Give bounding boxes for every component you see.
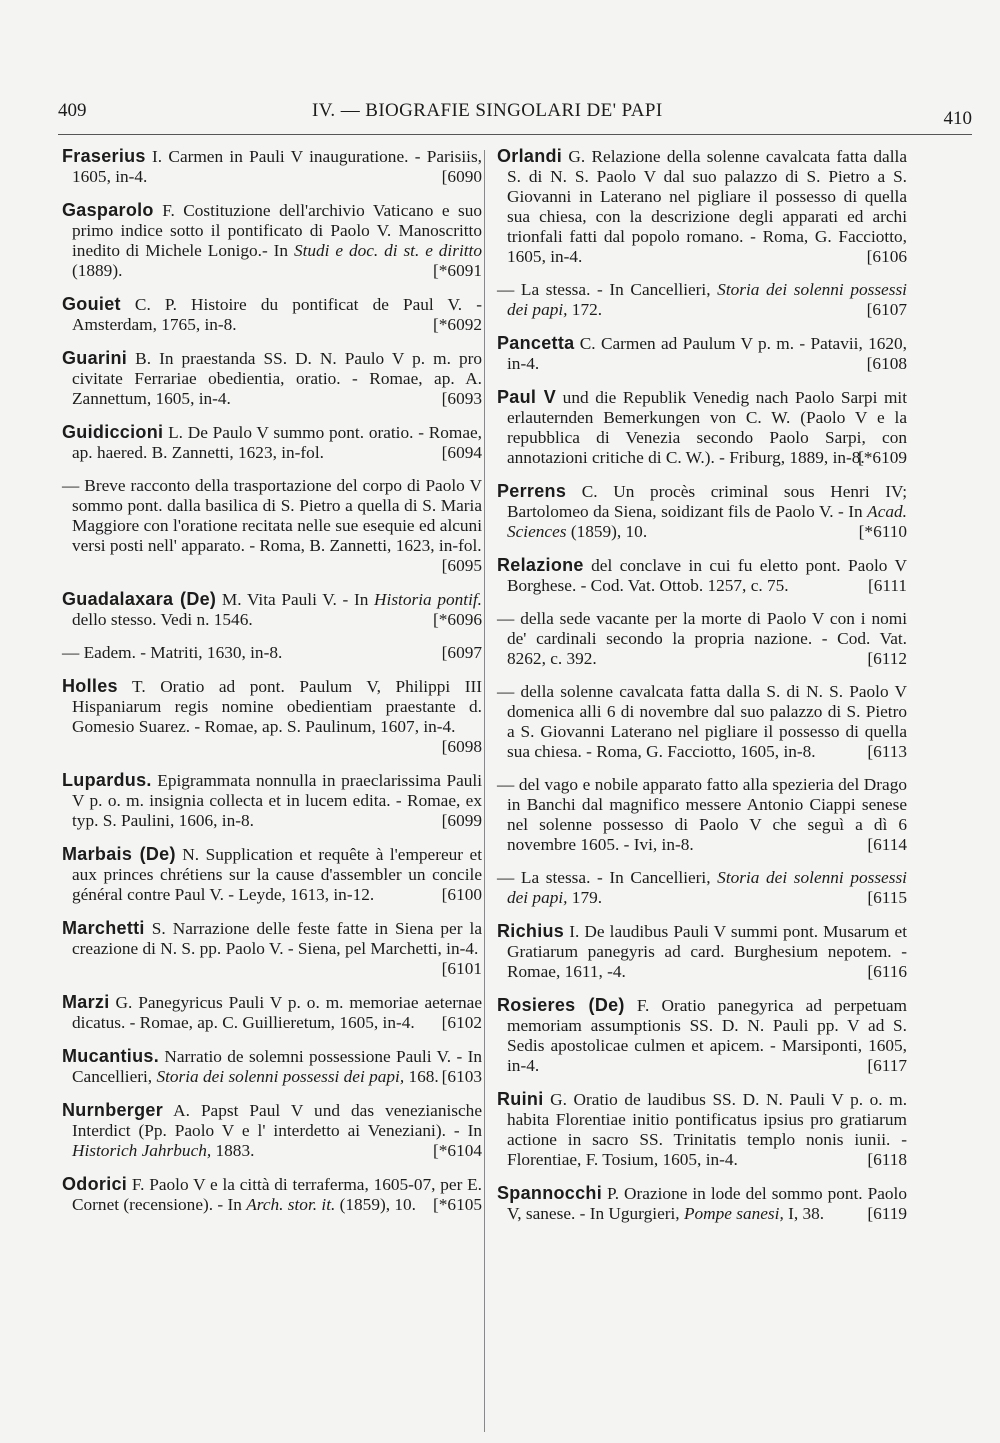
bibliography-entry — [497, 775, 907, 855]
bibliography-entry — [497, 921, 907, 982]
entry-text-tail: 168. — [404, 1067, 439, 1086]
left-column — [62, 146, 482, 1228]
entry-initials: A. — [163, 1101, 190, 1120]
entry-number: [6106 — [866, 247, 907, 266]
entry-author: Guadalaxara (De) — [62, 589, 217, 609]
entry-initials: S. — [144, 919, 166, 938]
entry-author: Marchetti — [62, 918, 145, 938]
entry-text-tail: (1859), 10. — [566, 522, 648, 541]
entry-number: [6116 — [867, 962, 907, 981]
entry-text-tail: 1883. — [211, 1141, 255, 1160]
entry-author: Relazione — [497, 555, 584, 575]
entry-number: [6095 — [441, 556, 482, 575]
entry-publication: Historia pontif. — [374, 590, 482, 609]
bibliography-entry — [62, 1174, 482, 1215]
entry-publication: Arch. stor. it. — [246, 1195, 336, 1214]
entry-text-tail: (1889). — [72, 261, 123, 280]
entry-author: Spannocchi — [497, 1183, 603, 1203]
entry-number: [6093 — [441, 389, 482, 408]
entry-text: In praestanda SS. D. N. Paulo V p. m. pro civitate Ferrariae obedientia, oratio. - Romae, ap. A. Zannettum, 1605, in-4. — [72, 349, 482, 408]
bibliography-entry — [62, 200, 482, 281]
bibliography-entry — [497, 333, 907, 374]
entry-author: Odorici — [62, 1174, 128, 1194]
bibliography-entry — [497, 609, 907, 669]
entry-initials: C. — [566, 482, 598, 501]
entry-number: [*6109 — [858, 448, 907, 467]
entry-author: Marbais (De) — [62, 844, 176, 864]
bibliography-entry — [62, 422, 482, 463]
entry-author: Guarini — [62, 348, 128, 368]
entry-number: [6100 — [441, 885, 482, 904]
entry-initials: C. — [574, 334, 596, 353]
entry-number: [6113 — [867, 742, 907, 761]
entry-number: [6119 — [867, 1204, 907, 1223]
entry-author: Mucantius. — [62, 1046, 160, 1066]
column-divider — [484, 150, 485, 1432]
bibliography-entry — [497, 1183, 907, 1224]
entry-initials: C. P. — [120, 295, 177, 314]
entry-text: Oratio de laudibus SS. D. N. Pauli V p. o. m. habita Florentiae initio pontificatus ipsius pro gratiarum actione in sacro SS. Trinitatis templo nonis iunii. - Florentiae, F. Tosium, 1605, in-4. — [507, 1090, 908, 1169]
entry-author: Ruini — [497, 1089, 544, 1109]
entry-publication: Storia dei solenni possessi dei papi, — [156, 1067, 405, 1086]
entry-text: De Paulo V summo pont. oratio. - Romae, ap. haered. B. Zannetti, 1623, in-fol. — [72, 423, 482, 462]
bibliography-entry — [62, 1100, 482, 1161]
page-header — [58, 98, 972, 138]
entry-publication: Storia dei solenni possessi dei papi, — [507, 868, 907, 907]
entry-number: [*6091 — [433, 261, 482, 280]
entry-text: Paolo V e la città di terraferma, 1605-07, per E. Cornet (recensione). - In — [72, 1175, 483, 1214]
bibliography-entry — [62, 676, 482, 757]
entry-number: [*6104 — [433, 1141, 482, 1160]
entry-author: Orlandi — [497, 146, 563, 166]
entry-publication: Acad. Sciences — [507, 502, 907, 541]
entry-number: [6107 — [866, 300, 907, 319]
entry-number: [6101 — [441, 959, 482, 978]
bibliography-entry — [497, 1089, 907, 1170]
entry-text: Epigrammata nonnulla in praeclarissima Pauli V p. o. m. insignia collecta et in lucem edita. - Romae, ex typ. S. Paulini, 1606, in-8. — [72, 771, 482, 830]
bibliography-entry — [497, 868, 907, 908]
entry-initials: P. — [602, 1184, 620, 1203]
entry-text: Relazione della solenne cavalcata fatta dalla S. di N. S. Paolo V dal suo palazzo di S. Pietro a S. Giovanni in Laterano nel pigliare il possesso di quella sua chiesa, con la descrizione degli apparati ed archi trionfali fatti dal popolo romano. - Roma, G. Facciotto, 1605, in-4. — [507, 147, 908, 266]
entry-number: [6103 — [441, 1067, 482, 1086]
entry-text: Oratio panegyrica ad perpetuam memoriam assumptionis SS. D. N. Pauli pp. V ad S. Sedis apostolicae culmen et apicem. - Marsiponti, 1605, in-4. — [507, 996, 907, 1075]
bibliography-entry — [62, 294, 482, 335]
page-number-left: 409 — [58, 100, 87, 121]
entry-text: Carmen ad Paulum V p. m. - Patavii, 1620, in-4. — [507, 334, 907, 373]
entry-number: [6112 — [867, 649, 907, 668]
entry-initials: F. — [153, 201, 175, 220]
entry-text: Histoire du pontificat de Paul V. - Amsterdam, 1765, in-8. — [72, 295, 482, 334]
entry-author: Paul V — [497, 387, 557, 407]
entry-text: — della solenne cavalcata fatta dalla S. di N. S. Paolo V domenica alli 6 di novembre dal suo palazzo di S. Pietro a S. Giovanni Laterano nel pigliare il possesso di quella sua chiesa. - Roma, G. Facciotto, 1605, in-8. — [497, 682, 907, 761]
entry-number: [*6105 — [433, 1195, 482, 1214]
bibliography-entry — [497, 481, 907, 542]
entry-text-tail: dello stesso. Vedi n. 1546. — [72, 610, 253, 629]
entry-author: Guidiccioni — [62, 422, 164, 442]
entry-publication: Pompe sanesi, — [683, 1204, 784, 1223]
bibliography-entry — [62, 770, 482, 831]
entry-number: [*6110 — [858, 522, 907, 541]
entry-initials: I. — [145, 147, 163, 166]
entry-text-tail: (1859), 10. — [335, 1195, 416, 1214]
entry-text: Carmen in Pauli V inauguratione. - Parisiis, 1605, in-4. — [72, 147, 482, 186]
entry-number: [6097 — [441, 643, 482, 662]
entry-initials: F. — [127, 1175, 145, 1194]
entry-text: — della sede vacante per la morte di Paolo V con i nomi de' cardinali secondo la propria nazione. - Cod. Vat. 8262, c. 392. — [497, 609, 907, 668]
entry-number: [6102 — [441, 1013, 482, 1032]
running-title: IV. — BIOGRAFIE SINGOLARI DE' PAPI — [312, 100, 663, 121]
entry-initials: M. — [216, 590, 242, 609]
entry-author: Richius — [497, 921, 565, 941]
bibliography-entry — [62, 918, 482, 979]
entry-text: Un procès criminal sous Henri IV; Bartolomeo da Siena, soidizant fils de Paolo V. - In — [507, 482, 907, 521]
entry-publication: Storia dei solenni possessi dei papi, — [507, 280, 907, 319]
bibliography-entry — [497, 146, 907, 267]
entry-number: [6098 — [441, 737, 482, 756]
entry-number: [6118 — [867, 1150, 907, 1169]
page-number-right: 410 — [943, 108, 972, 129]
entry-initials: T. — [117, 677, 146, 696]
bibliography-entry — [497, 555, 907, 596]
bibliography-entry — [62, 992, 482, 1033]
entry-number: [6111 — [867, 576, 907, 595]
entry-text: del conclave in cui fu eletto pont. Paolo V Borghese. - Cod. Vat. Ottob. 1257, c. 75. — [507, 556, 907, 595]
right-column — [497, 146, 907, 1237]
entry-author: Holles — [62, 676, 118, 696]
entry-number: [6117 — [867, 1056, 907, 1075]
entry-initials: N. — [175, 845, 200, 864]
entry-initials: G. — [109, 993, 133, 1012]
entry-author: Lupardus. — [62, 770, 152, 790]
bibliography-entry — [497, 280, 907, 320]
entry-text: und die Republik Venedig nach Paolo Sarpi mit erlauternden Bemerkungen von C. W. (Paolo V e la repubblica di Venezia secondo Paolo Sarpi, con annotazioni critiche di C. W.). - Friburg, 1889, in-8. — [507, 388, 907, 467]
header-rule — [58, 134, 972, 135]
entry-text: Papst Paul V und das venezianische Interdict (Pp. Paolo V e l' interdetto ai Veneziani). - In — [72, 1101, 482, 1140]
entry-number: [*6096 — [433, 610, 482, 629]
entry-author: Fraserius — [62, 146, 146, 166]
entry-author: Marzi — [62, 992, 110, 1012]
entry-text: Narratio de solemni possessione Pauli V. - In Cancellieri, — [72, 1047, 482, 1086]
bibliography-entry — [62, 1046, 482, 1087]
entry-text: Vita Pauli V. - In — [241, 590, 375, 609]
bibliography-entry — [62, 476, 482, 576]
bibliography-entry — [62, 844, 482, 905]
entry-initials: L. — [163, 423, 183, 442]
entry-publication: Historich Jahrbuch, — [72, 1141, 212, 1160]
bibliography-entry — [62, 589, 482, 630]
entry-number: [*6092 — [433, 315, 482, 334]
entry-text: Oratio ad pont. Paulum V, Philippi III Hispaniarum regis nomine obedientiam praestante d. Gomesio Suarez. - Romae, ap. S. Paulinum, 1607, in-4. — [72, 677, 482, 736]
entry-text: — Breve racconto della trasportazione del corpo di Paolo V sommo pont. dalla basilica di S. Pietro a quella di S. Maria Maggiore con l'oratione recitata nelle sue esequie ed alcuni versi posti nell' apparato. - Roma, B. Zannetti, 1623, in-fol. — [62, 476, 482, 555]
entry-text: — del vago e nobile apparato fatto alla spezieria del Drago in Banchi dal magnifico messere Antonio Ciappi senese nel solenne possesso di Paolo V che seguì a dì 6 novembre 1605. - Ivi, in-8. — [497, 775, 907, 854]
entry-number: [6090 — [441, 167, 482, 186]
entry-number: [6099 — [441, 811, 482, 830]
entry-text-tail: I, 38. — [783, 1204, 825, 1223]
bibliography-entry — [62, 146, 482, 187]
entry-text: Panegyricus Pauli V p. o. m. memoriae aeternae dicatus. - Romae, ap. C. Guillieretum, 1605, in-4. — [72, 993, 482, 1032]
entry-number: [6114 — [867, 835, 907, 854]
entry-initials: I. — [564, 922, 580, 941]
entry-text-tail: 179. — [567, 888, 603, 907]
entry-initials: G. — [562, 147, 586, 166]
bibliography-entry — [62, 348, 482, 409]
entry-initials: G. — [543, 1090, 567, 1109]
entry-text: Narrazione delle feste fatte in Siena per la creazione di N. S. pp. Paolo V. - Siena, pel Marchetti, in-4. — [72, 919, 482, 958]
entry-author: Perrens — [497, 481, 567, 501]
bibliography-entry — [497, 682, 907, 762]
entry-author: Pancetta — [497, 333, 575, 353]
entry-text: Costituzione dell'archivio Vaticano e suo primo indice sotto il pontificato di Paolo V. Manoscritto inedito di Michele Lonigo.- In — [72, 201, 482, 260]
entry-number: [6094 — [441, 443, 482, 462]
bibliography-entry — [62, 643, 482, 663]
entry-author: Gouiet — [62, 294, 121, 314]
entry-text-tail: 172. — [567, 300, 603, 319]
entry-author: Gasparolo — [62, 200, 154, 220]
entry-author: Nurnberger — [62, 1100, 164, 1120]
bibliography-entry — [497, 387, 907, 468]
entry-publication: Studi e doc. di st. e diritto — [293, 241, 482, 260]
bibliography-entry — [497, 995, 907, 1076]
entry-initials: B. — [127, 349, 152, 368]
entry-text: Supplication et requête à l'empereur et aux princes chrétiens sur la cause d'assembler un concile général contre Paul V. - Leyde, 1613, in-12. — [72, 845, 482, 904]
entry-text: Orazione in lode del sommo pont. Paolo V, sanese. - In Ugurgieri, — [507, 1184, 907, 1223]
entry-initials: F. — [624, 996, 650, 1015]
entry-number: [6115 — [867, 888, 907, 907]
entry-author: Rosieres (De) — [497, 995, 625, 1015]
entry-text: — La stessa. - In Cancellieri, — [497, 868, 718, 887]
entry-text: De laudibus Pauli V summi pont. Musarum et Gratiarum panegyris ad card. Burghesium nepotem. - Romae, 1611, -4. — [507, 922, 907, 981]
entry-text: — La stessa. - In Cancellieri, — [497, 280, 718, 299]
entry-number: [6108 — [866, 354, 907, 373]
entry-text: — Eadem. - Matriti, 1630, in-8. — [62, 643, 283, 662]
